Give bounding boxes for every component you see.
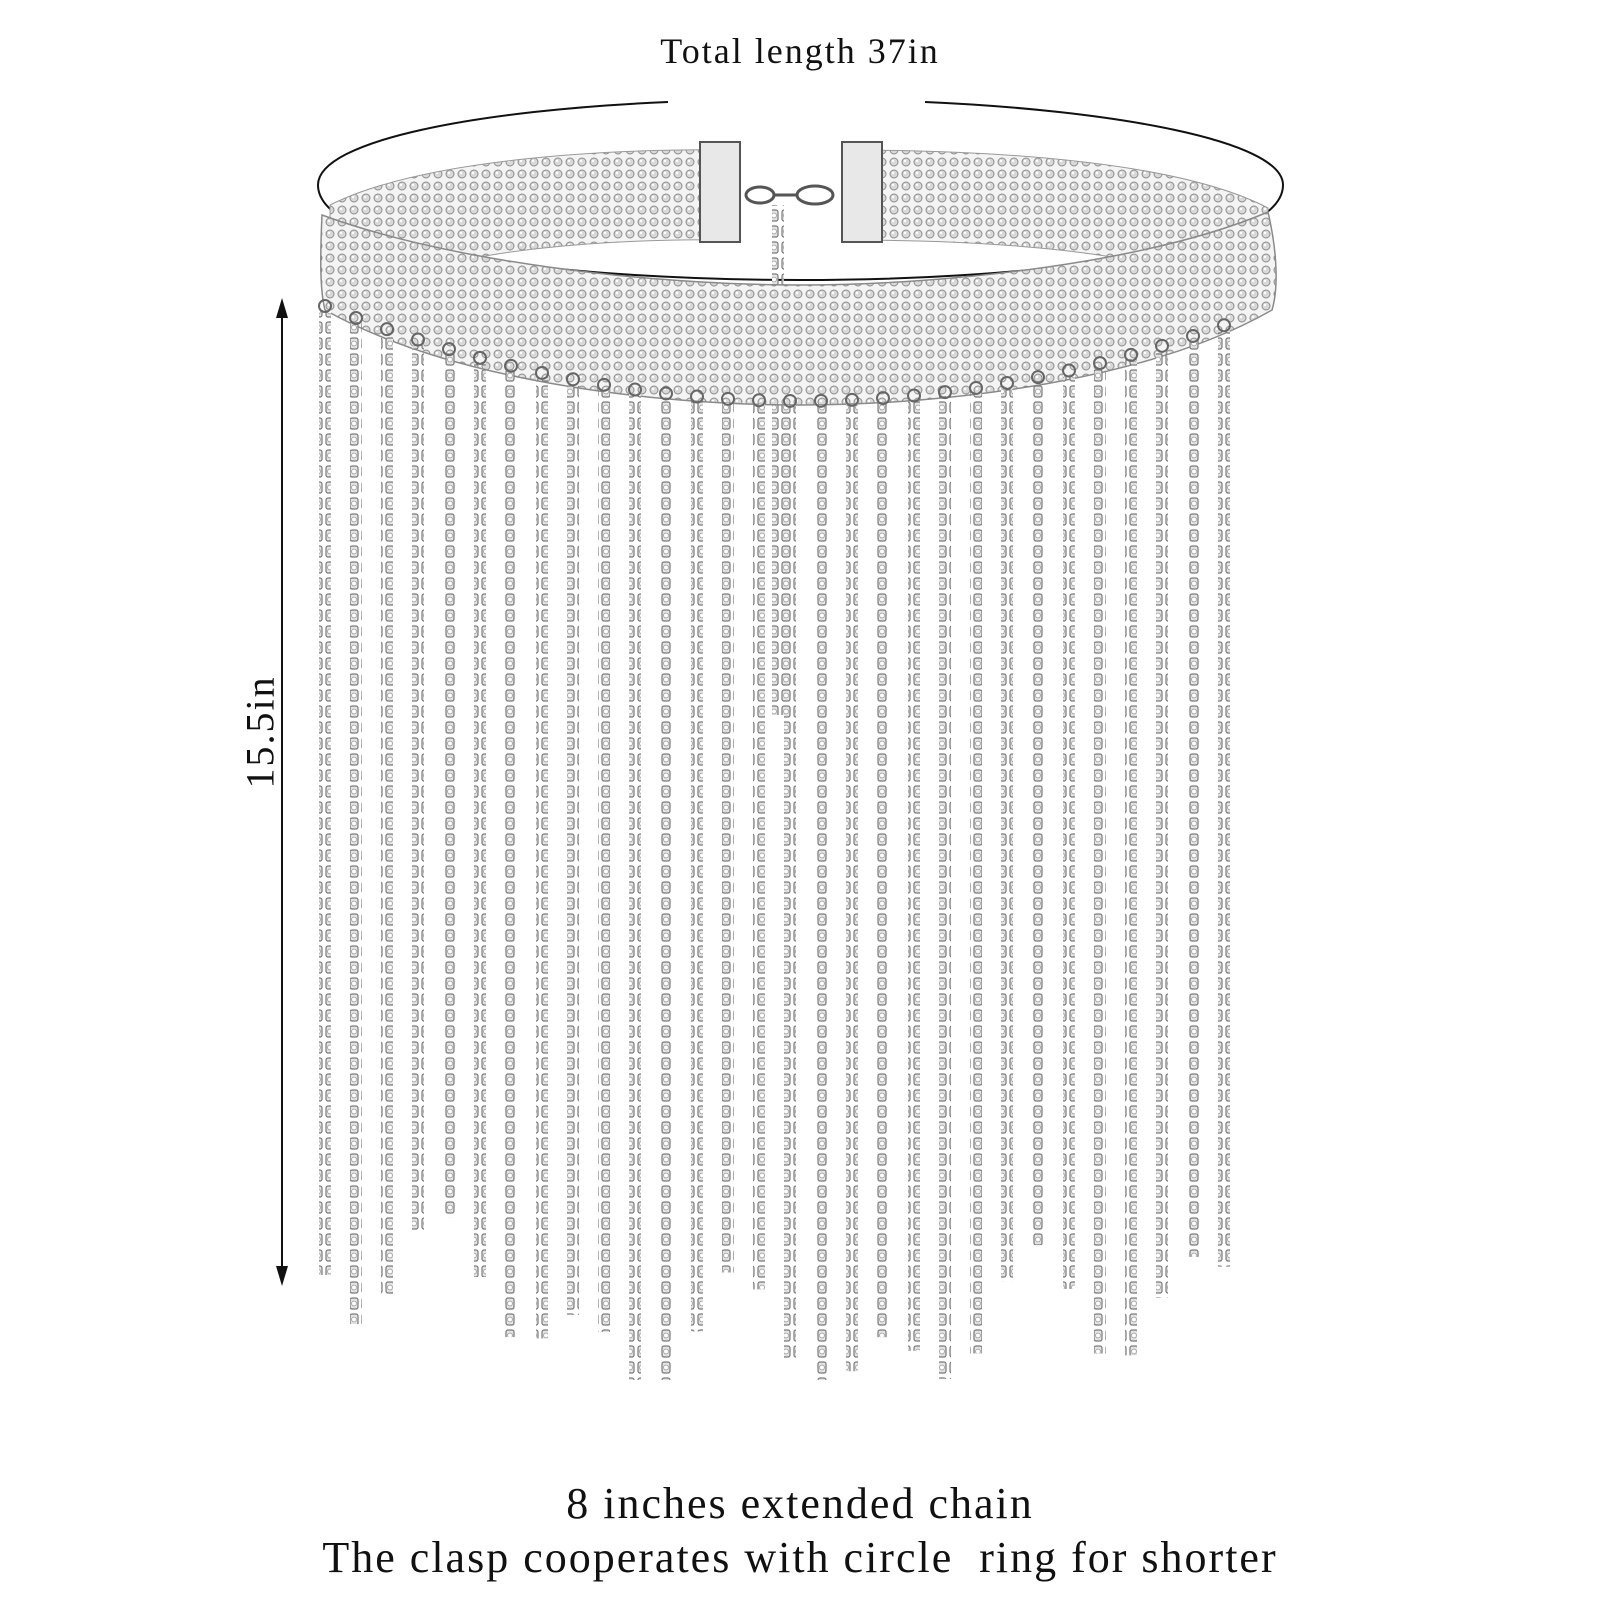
tassel-strand [970,392,982,1353]
tassel-strand [660,397,672,1380]
tassel-strand [1063,375,1075,1289]
tassel-strand [1032,381,1044,1245]
clasp-end-right [842,142,882,242]
tassel-strand [443,353,455,1217]
height-arrow [276,298,288,1286]
tassel-strand [1218,329,1230,1266]
height-label: 15.5in [237,675,283,789]
clasp-ring-caption: The clasp cooperates with circle ring for shorter [322,1533,1278,1582]
tassel-strand [1187,340,1199,1257]
tassel-strand [381,333,393,1296]
lobster-clasp-icon [746,186,833,204]
tassel-strand [939,396,951,1379]
tassel-strand [536,377,548,1338]
extension-chain [772,205,784,715]
tassel-strand [877,402,889,1337]
tassel-strand [319,310,331,1275]
tassel-strand [1094,367,1106,1353]
tassel-strand [567,383,579,1314]
tassel-strand [691,401,703,1332]
tassel-strand [908,400,920,1351]
tassel-strand [629,394,641,1380]
extended-chain-caption: 8 inches extended chain [566,1479,1034,1528]
tassel-strand [815,405,827,1380]
tassel-strand [350,322,362,1324]
tassel-strand [412,344,424,1231]
tassel-strand [784,405,796,1361]
tassel-strand [1156,350,1168,1298]
tassel-strand [722,403,734,1273]
tassel-strand [505,370,517,1337]
clasp-end-left [700,142,740,242]
tassel-strand [753,404,765,1289]
tassel-strand [1001,387,1013,1281]
total-length-label: Total length 37in [660,31,940,71]
tassel-strand [846,404,858,1371]
tassel-strand [598,389,610,1332]
tassel-strand [474,362,486,1277]
tassel-strand [1125,359,1137,1356]
